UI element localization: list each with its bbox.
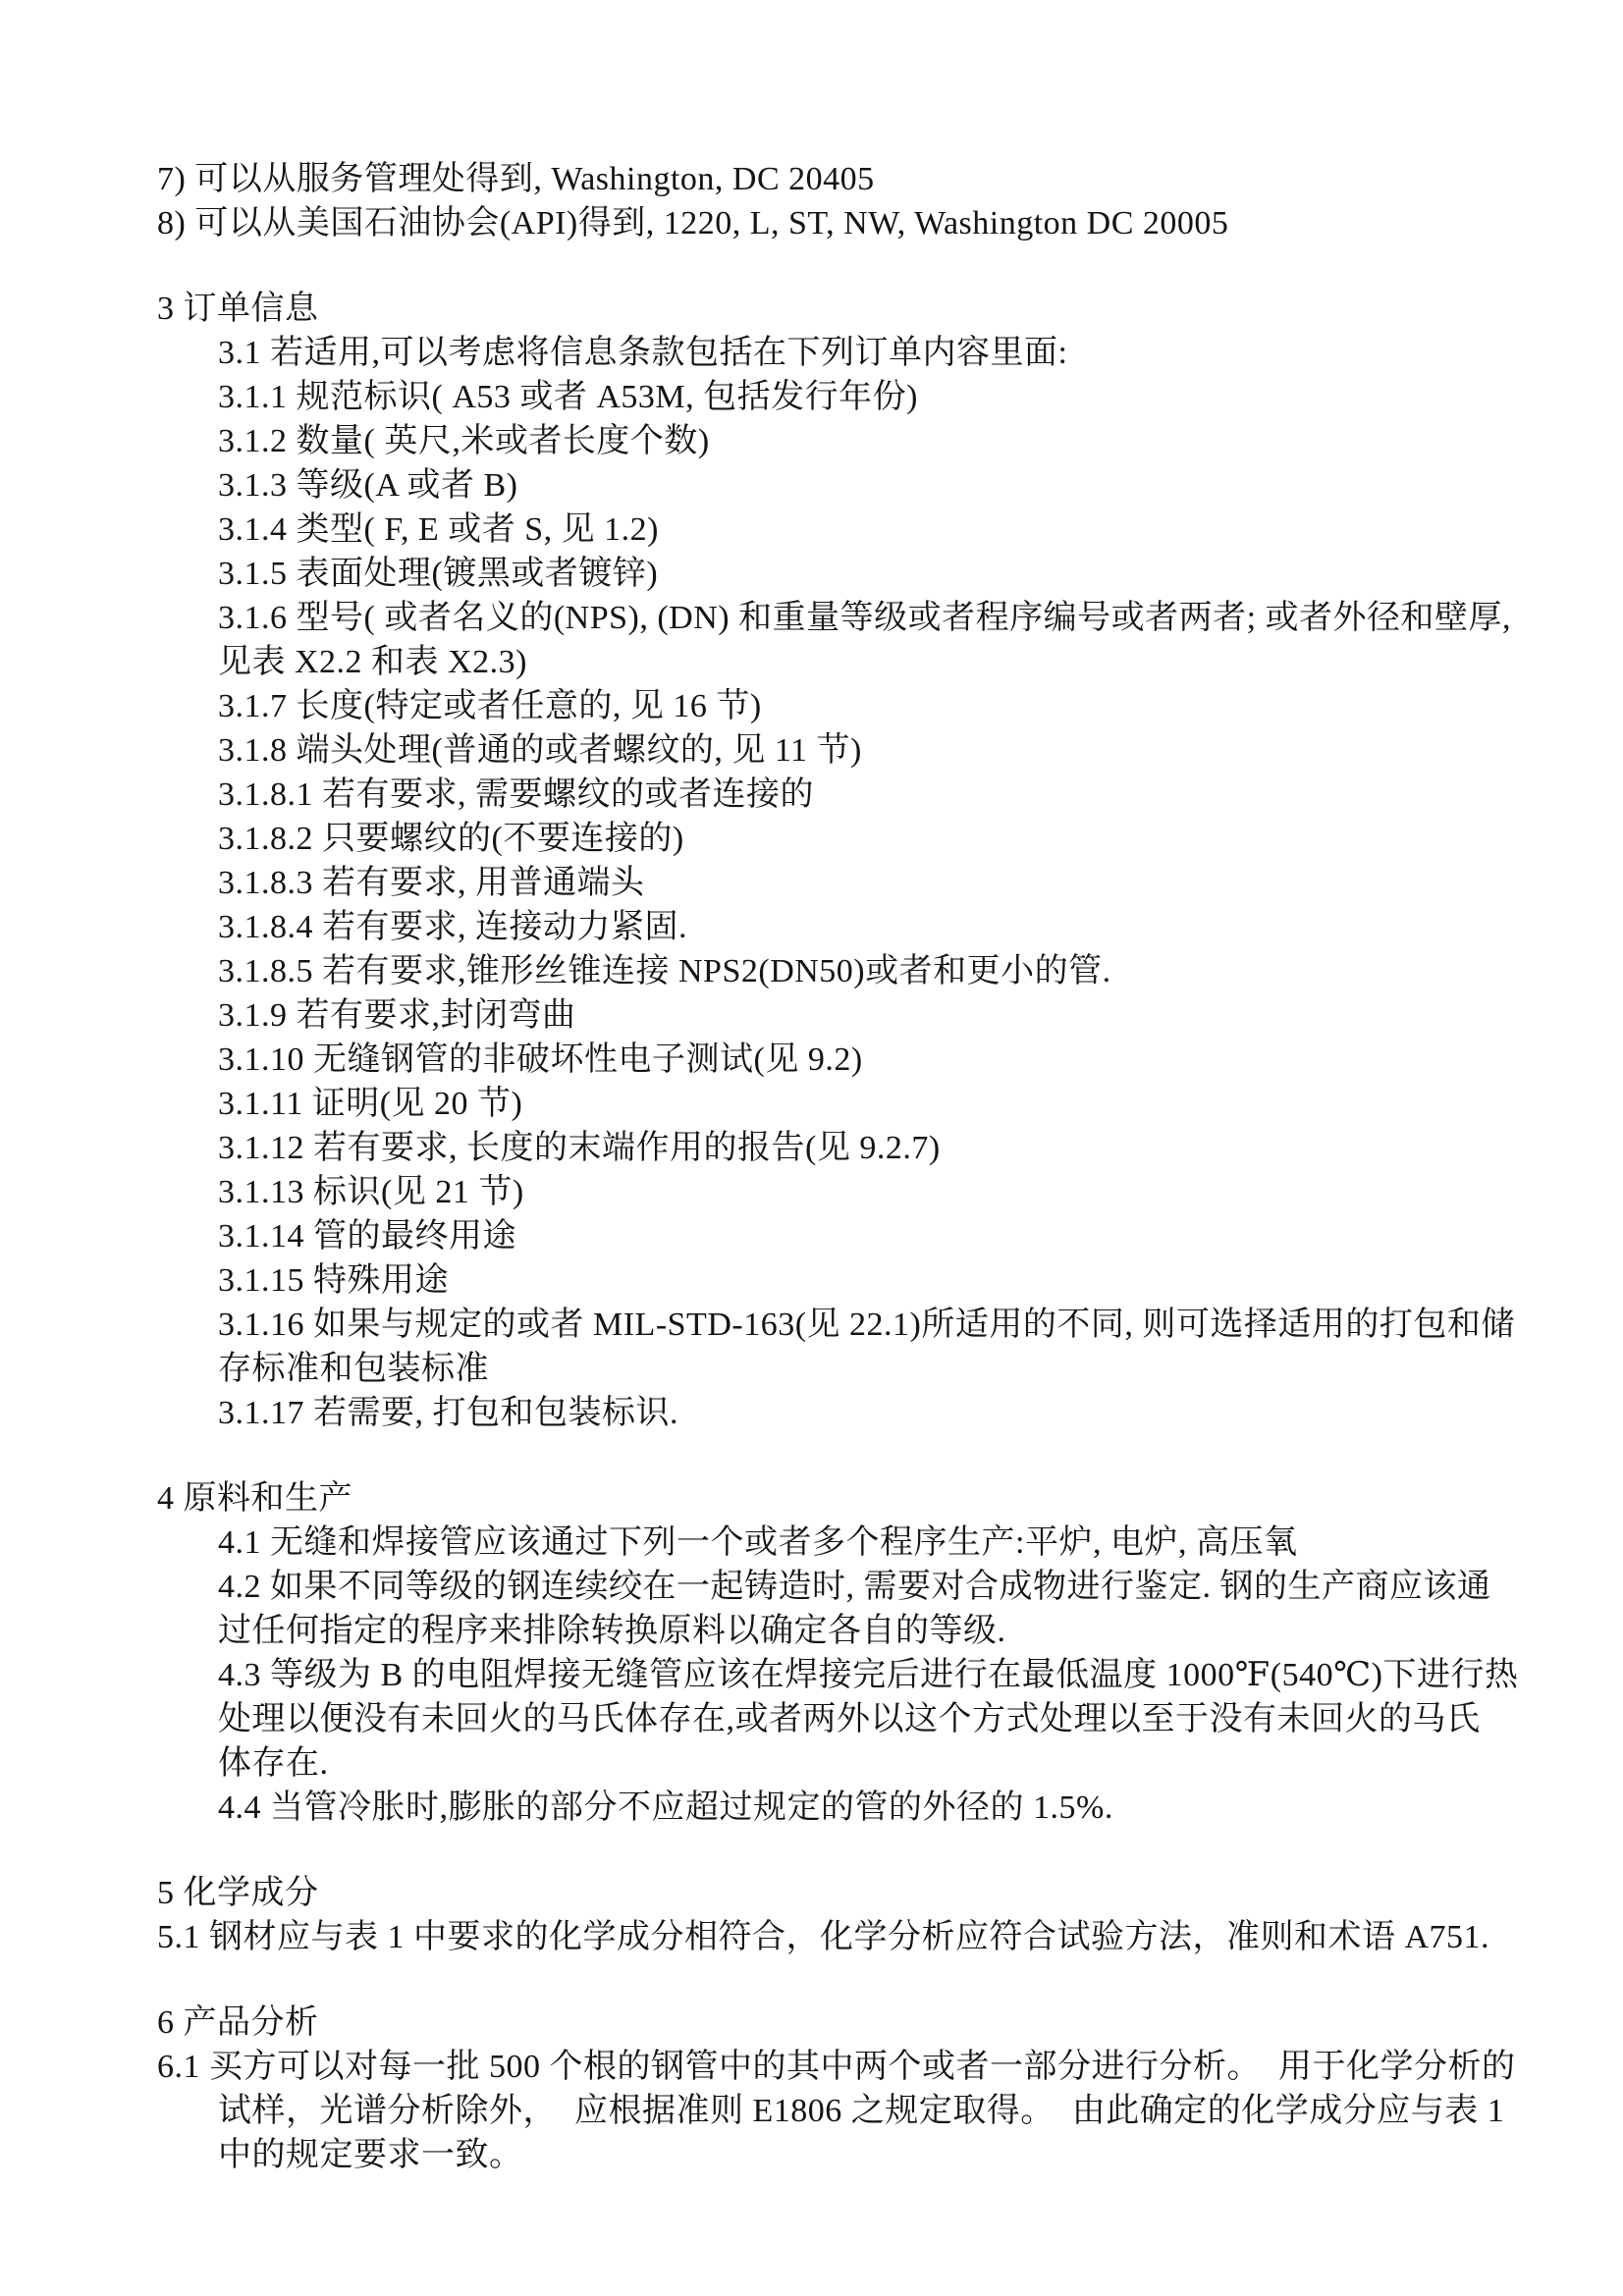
- doc-line: 见表 X2.2 和表 X2.3): [218, 644, 527, 680]
- doc-line: 3.1.5 表面处理(镀黑或者镀锌): [218, 556, 659, 592]
- doc-line: 3.1.9 若有要求,封闭弯曲: [218, 997, 576, 1034]
- doc-line: 3.1.10 无缝钢管的非破坏性电子测试(见 9.2): [218, 1041, 863, 1078]
- section-heading: 6 产品分析: [157, 2004, 319, 2041]
- doc-line: 4.3 等级为 B 的电阻焊接无缝管应该在焊接完后进行在最低温度 1000℉(540℃)下进行热: [218, 1657, 1519, 1693]
- doc-line: 处理以便没有未回火的马氏体存在,或者两外以这个方式处理以至于没有未回火的马氏: [218, 1701, 1481, 1737]
- doc-line: 3.1.8.5 若有要求,锥形丝锥连接 NPS2(DN50)或者和更小的管.: [218, 953, 1111, 989]
- doc-line: 3.1.6 型号( 或者名义的(NPS), (DN) 和重量等级或者程序编号或者两者; 或者外径和壁厚,: [218, 600, 1512, 636]
- doc-line: 8) 可以从美国石油协会(API)得到, 1220, L, ST, NW, Washington DC 20005: [157, 205, 1229, 241]
- doc-line: 3.1.4 类型( F, E 或者 S, 见 1.2): [218, 511, 660, 548]
- doc-line: 体存在.: [218, 1745, 329, 1782]
- section-heading: 5 化学成分: [157, 1875, 319, 1911]
- document-body: [0, 157, 1623, 2177]
- doc-line: 3.1.8.2 只要螺纹的(不要连接的): [218, 821, 684, 857]
- doc-line: 存标准和包装标准: [218, 1351, 489, 1387]
- doc-line: 6.1 买方可以对每一批 500 个根的钢管中的其中两个或者一部分进行分析。 用于化学分析的: [157, 2049, 1516, 2085]
- doc-line: 7) 可以从服务管理处得到, Washington, DC 20405: [157, 161, 875, 197]
- doc-line: 3.1.15 特殊用途: [218, 1262, 449, 1299]
- doc-line: 过任何指定的程序来排除转换原料以确定各自的等级.: [218, 1613, 1006, 1649]
- doc-line: 3.1.8.4 若有要求, 连接动力紧固.: [218, 909, 687, 945]
- doc-line: 4.4 当管冷胀时,膨胀的部分不应超过规定的管的外径的 1.5%.: [218, 1789, 1113, 1826]
- doc-line: 试样，光谱分析除外， 应根据准则 E1806 之规定取得。 由此确定的化学成分应与表 1: [218, 2093, 1505, 2129]
- doc-line: 3.1.13 标识(见 21 节): [218, 1174, 524, 1210]
- doc-line: 3.1.14 管的最终用途: [218, 1218, 516, 1255]
- doc-line: 3.1.3 等级(A 或者 B): [218, 467, 518, 504]
- doc-line: 4.1 无缝和焊接管应该通过下列一个或者多个程序生产:平炉, 电炉, 高压氧: [218, 1524, 1298, 1561]
- doc-line: 3.1.8 端头处理(普通的或者螺纹的, 见 11 节): [218, 732, 862, 769]
- doc-line: 3.1.11 证明(见 20 节): [218, 1086, 523, 1122]
- doc-line: 中的规定要求一致。: [218, 2137, 523, 2173]
- section-heading: 4 原料和生产: [157, 1480, 352, 1517]
- doc-line: 3.1.16 如果与规定的或者 MIL-STD-163(见 22.1)所适用的不同, 则可选择适用的打包和储: [218, 1307, 1515, 1343]
- doc-line: 3.1.2 数量( 英尺,米或者长度个数): [218, 423, 710, 459]
- doc-line: 3.1.12 若有要求, 长度的末端作用的报告(见 9.2.7): [218, 1130, 941, 1166]
- doc-line: 3.1.1 规范标识( A53 或者 A53M, 包括发行年份): [218, 379, 918, 415]
- doc-line: 3.1.8.3 若有要求, 用普通端头: [218, 865, 645, 901]
- doc-line: 3.1 若适用,可以考虑将信息条款包括在下列订单内容里面:: [218, 335, 1068, 371]
- doc-line: 3.1.7 长度(特定或者任意的, 见 16 节): [218, 688, 762, 724]
- doc-line: 4.2 如果不同等级的钢连续绞在一起铸造时, 需要对合成物进行鉴定. 钢的生产商应该通: [218, 1569, 1491, 1605]
- doc-line: 5.1 钢材应与表 1 中要求的化学成分相符合，化学分析应符合试验方法，准则和术语 A751.: [157, 1919, 1490, 1955]
- doc-line: 3.1.8.1 若有要求, 需要螺纹的或者连接的: [218, 776, 814, 813]
- doc-line: 3.1.17 若需要, 打包和包装标识.: [218, 1395, 678, 1431]
- section-heading: 3 订单信息: [157, 291, 319, 327]
